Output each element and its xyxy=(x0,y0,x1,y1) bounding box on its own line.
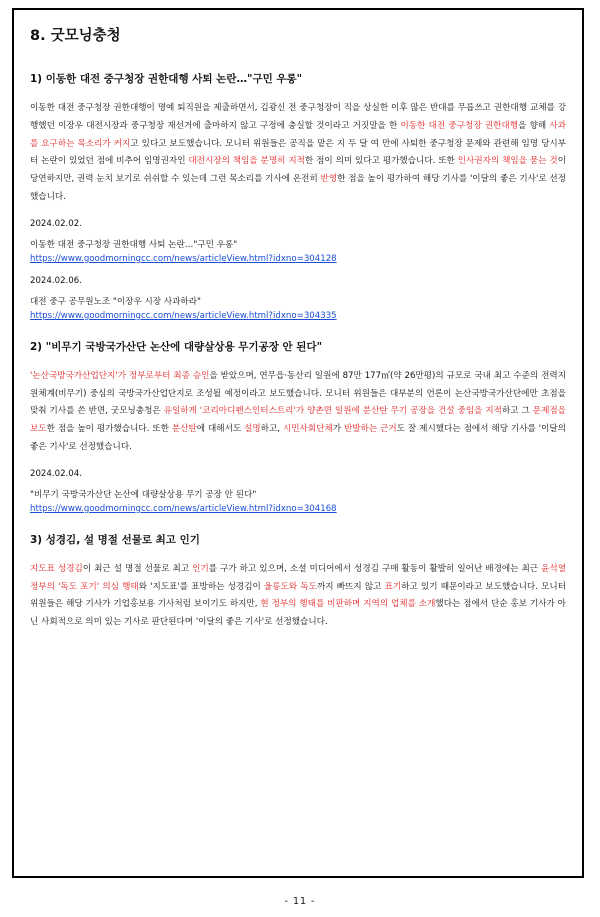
item-body xyxy=(30,100,566,207)
article-date: 2024.02.04. xyxy=(30,468,82,479)
highlighted-text: 울릉도와 독도 xyxy=(264,581,317,592)
highlighted-text: 윤석열 정부의 '독도 포기' 의심 행태 xyxy=(30,563,566,592)
item-heading: 3) 성경김, 설 명절 선물로 최고 인기 xyxy=(30,533,200,546)
item-block xyxy=(30,339,566,532)
body-text: 을 받았으며, 연무읍·동산리 일원에 87만 177㎡(약 26만평)의 규모로 국내 최고 수준의 전력지원체계(비무기) 중심의 국방국가산업단지로 조성될 예정이라고 보도했습니다. 모니터 위원들은 대부분의 언론이 논산국방국가산단에만 초점을 맞춰 기사를 쓴 반면, 굿모닝충청은 xyxy=(30,370,566,417)
items-container xyxy=(30,71,566,650)
highlighted-text: 대전시장의 책임을 분명히 지적 xyxy=(188,156,305,167)
highlighted-text: 이동한 대전 중구청장 권한대행 xyxy=(400,120,519,131)
article-date: 2024.02.06. xyxy=(30,275,82,286)
highlighted-text: 분산탄 xyxy=(171,424,197,435)
body-text: 했다는 점에서 단순 홍보 기사가 아닌 사회적으로 의미 있는 기사로 판단된다며 '이달의 좋은 기사'로 선정했습니다. xyxy=(30,599,566,628)
body-text: 을 향해 xyxy=(518,120,550,131)
highlighted-text: 문제점을 보도 xyxy=(30,406,566,435)
highlighted-text: '논산국방국가산업단지'가 정부로부터 최종 승인 xyxy=(30,370,210,381)
highlighted-text: 사과를 요구하는 목소리가 커지 xyxy=(30,120,566,149)
body-text: 하고 있기 때문이라고 보도했습니다. 모니터 위원들은 해당 기사가 기업홍보용 기사처럼 보이기도 하지만, xyxy=(30,581,567,610)
item-body xyxy=(30,561,566,632)
page-content xyxy=(30,24,566,650)
item-heading: 1) 이동한 대전 중구청장 권한대행 사퇴 논란…"구민 우롱" xyxy=(30,73,303,85)
section-title: 8. 굿모닝충청 xyxy=(30,28,121,44)
section-spacer xyxy=(30,632,566,650)
article-title: 대전 중구 공무원노조 "이장우 시장 사과하라" xyxy=(30,296,201,307)
body-text: 이동한 대전 중구청장 권한대행이 명예 퇴직원을 제출하면서, 김광신 전 중구청장이 직을 상실한 이후 많은 반대를 무릅쓰고 권한대행 교체를 강행했던 이장우 대전시장과 중구청장 재선거에 출마하지 않고 구정에 충실할 것이라고 거짓말을 한 xyxy=(30,103,566,131)
item-block xyxy=(30,532,566,650)
article-link[interactable]: https://www.goodmorningcc.com/news/articleView.html?idxno=304168 xyxy=(30,503,337,514)
article-link[interactable]: https://www.goodmorningcc.com/news/articleView.html?idxno=304128 xyxy=(30,253,337,264)
item-heading: 2) "비무기 국방국가산단 논산에 대량살상용 무기공장 안 된다" xyxy=(30,340,323,353)
body-text: 를 구가 하고 있으며, 소셜 미디어에서 성경김 구매 활동이 활발히 일어난 배경에는 최근 xyxy=(208,563,542,574)
page-number: - 11 - xyxy=(284,896,316,907)
highlighted-text: 설명 xyxy=(244,424,261,435)
highlighted-text: 반영 xyxy=(320,174,338,185)
body-text: 도 잘 제시했다는 점에서 해당 기사를 '이달의 좋은 기사'로 선정했습니다. xyxy=(30,424,566,452)
body-text: 한 점을 높이 평가했습니다. 또한 xyxy=(46,424,172,435)
highlighted-text: 유일하게 '코리아디펜스인터스트리'가 양촌면 일원에 분산탄 무기 공장을 건설 중임을 지적 xyxy=(163,406,502,417)
body-text: 와 '지도표'를 표방하는 성경김이 xyxy=(138,581,264,592)
body-text: 한 점이 의미 있다고 평가했습니다. 또한 xyxy=(304,156,458,167)
body-text: 고 있다고 보도했습니다. 모니터 위원들은 공직을 맡은 지 두 달 여 만에 사퇴한 중구청장 문제와 관련해 임명 당시부터 논란이 있었던 점에 비추어 임명권자인 xyxy=(30,138,567,167)
highlighted-text: 인사권자의 책임을 묻는 것 xyxy=(457,156,558,167)
item-block xyxy=(30,71,566,339)
section-spacer xyxy=(30,514,566,532)
article-date: 2024.02.02. xyxy=(30,218,82,229)
highlighted-text: 반발하는 근거 xyxy=(343,424,397,435)
highlighted-text: 시민사회단체 xyxy=(282,424,333,435)
body-text: 까지 빠뜨지 않고 xyxy=(316,581,385,592)
body-text: 이 최근 설 명절 선물로 최고 xyxy=(82,563,193,574)
body-text: 에 대해서도 xyxy=(196,424,245,435)
body-text: 한 점을 높이 평가하여 해당 기사를 '이달의 좋은 기사'로 선정했습니다. xyxy=(30,174,566,202)
item-body xyxy=(30,368,566,457)
article-title: "비무기 국방국가산단 논산에 대량살상용 무기 공장 안 된다" xyxy=(30,489,257,500)
section-spacer xyxy=(30,321,566,339)
page-frame xyxy=(12,8,584,878)
article-link[interactable]: https://www.goodmorningcc.com/news/articleView.html?idxno=304335 xyxy=(30,310,337,321)
body-text: 하고 그 xyxy=(501,406,533,417)
highlighted-text: 지도표 성경김 xyxy=(30,563,83,574)
article-title: 이동한 대전 중구청장 권한대행 사퇴 논란…"구민 우롱" xyxy=(30,239,238,250)
highlighted-text: 현 정부의 행태를 비판하며 지역의 업체를 소개 xyxy=(260,599,436,610)
body-text: 가 xyxy=(332,424,344,435)
highlighted-text: 인기 xyxy=(192,563,209,574)
body-text: 하고, xyxy=(260,424,283,435)
body-text: 이 당연하지만, 권력 눈치 보기로 쉬쉬할 수 있는데 그런 목소리를 기사에 온전히 xyxy=(30,156,566,185)
highlighted-text: 표기 xyxy=(384,581,402,592)
